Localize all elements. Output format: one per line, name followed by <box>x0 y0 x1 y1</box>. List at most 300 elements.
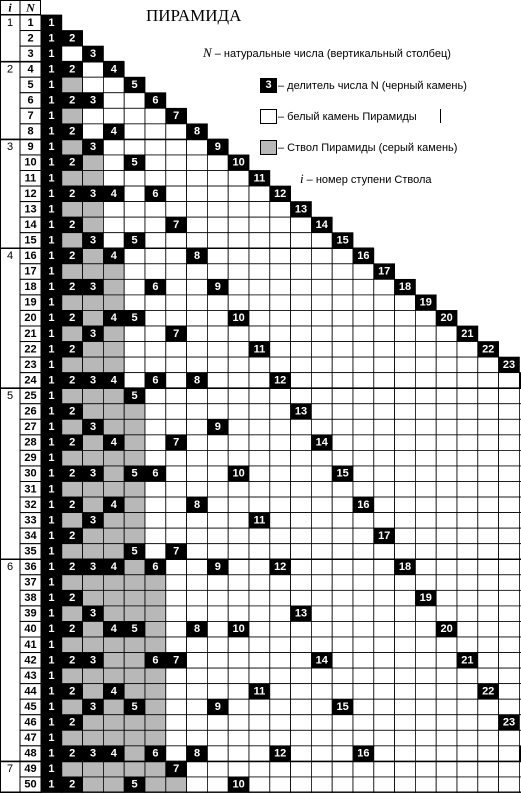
white-stone <box>228 326 249 342</box>
white-stone <box>62 46 83 62</box>
white-stone <box>311 279 332 295</box>
white-stone <box>374 559 395 575</box>
white-stone <box>499 559 520 575</box>
white-stone <box>499 544 520 560</box>
divisor-label: 5 <box>131 389 138 402</box>
divisor-label: 14 <box>315 654 328 667</box>
white-stone <box>291 637 312 653</box>
legend-white-text: – белый камень Пирамиды <box>278 111 417 123</box>
white-stone <box>395 653 416 669</box>
white-stone <box>228 653 249 669</box>
divisor-label: 2 <box>69 312 76 325</box>
white-stone <box>457 715 478 731</box>
white-stone <box>270 404 291 420</box>
white-stone <box>187 357 208 373</box>
white-stone <box>207 482 228 498</box>
white-stone <box>166 450 187 466</box>
divisor-label: 1 <box>48 110 55 123</box>
white-stone <box>270 637 291 653</box>
divisor-label: 1 <box>48 467 55 480</box>
white-stone <box>311 357 332 373</box>
legend-gray-swatch <box>260 140 277 155</box>
white-stone <box>478 606 499 622</box>
white-stone <box>187 202 208 218</box>
trunk-stone <box>103 450 124 466</box>
trunk-stone <box>62 77 83 93</box>
white-stone <box>270 606 291 622</box>
white-stone <box>228 668 249 684</box>
white-stone <box>415 450 436 466</box>
white-stone <box>478 621 499 637</box>
white-stone <box>228 528 249 544</box>
divisor-label: 20 <box>440 623 453 636</box>
white-stone <box>145 419 166 435</box>
white-stone <box>249 544 270 560</box>
white-stone <box>103 155 124 171</box>
divisor-label: 4 <box>110 747 117 760</box>
white-stone <box>457 342 478 358</box>
divisor-label: 1 <box>48 685 55 698</box>
divisor-label: 2 <box>69 498 76 511</box>
divisor-label: 5 <box>131 778 138 791</box>
white-stone <box>249 202 270 218</box>
n-label: 5 <box>27 78 34 91</box>
divisor-label: 3 <box>89 374 97 387</box>
trunk-stone <box>62 544 83 560</box>
trunk-stone <box>62 264 83 280</box>
white-stone <box>395 575 416 591</box>
divisor-label: 4 <box>110 125 117 138</box>
n-label: 16 <box>24 250 37 263</box>
white-stone <box>374 668 395 684</box>
white-stone <box>228 373 249 389</box>
divisor-label: 19 <box>419 592 432 605</box>
white-stone <box>353 388 374 404</box>
divisor-label: 1 <box>48 141 55 154</box>
divisor-label: 4 <box>110 498 117 511</box>
white-stone <box>353 528 374 544</box>
white-stone <box>145 404 166 420</box>
divisor-label: 6 <box>152 281 159 294</box>
white-stone <box>166 279 187 295</box>
white-stone <box>166 684 187 700</box>
white-stone <box>478 761 499 777</box>
white-stone <box>207 761 228 777</box>
white-stone <box>457 435 478 451</box>
white-stone <box>415 388 436 404</box>
trunk-stone <box>83 171 104 187</box>
n-label: 35 <box>24 545 37 558</box>
n-label: 23 <box>24 358 37 371</box>
white-stone <box>415 559 436 575</box>
white-stone <box>499 777 520 793</box>
white-stone <box>187 559 208 575</box>
white-stone <box>249 497 270 513</box>
white-stone <box>395 715 416 731</box>
n-label: 14 <box>24 218 37 231</box>
white-stone <box>332 637 353 653</box>
trunk-stone <box>124 482 145 498</box>
trunk-stone <box>83 668 104 684</box>
divisor-label: 1 <box>48 16 55 29</box>
white-stone <box>415 777 436 793</box>
white-stone <box>270 233 291 249</box>
white-stone <box>374 466 395 482</box>
white-stone <box>249 186 270 202</box>
divisor-label: 2 <box>69 343 76 356</box>
divisor-label: 23 <box>502 358 516 371</box>
n-label: 11 <box>24 172 37 185</box>
white-stone <box>124 186 145 202</box>
white-stone <box>187 606 208 622</box>
white-stone <box>291 373 312 389</box>
white-stone <box>332 342 353 358</box>
trunk-stone <box>103 528 124 544</box>
white-stone <box>478 388 499 404</box>
white-stone <box>311 590 332 606</box>
step-block <box>1 559 21 761</box>
white-stone <box>478 435 499 451</box>
white-stone <box>311 715 332 731</box>
white-stone <box>457 668 478 684</box>
white-stone <box>207 528 228 544</box>
white-stone <box>291 621 312 637</box>
trunk-stone <box>83 404 104 420</box>
white-stone <box>374 373 395 389</box>
white-stone <box>166 575 187 591</box>
step-number: 2 <box>6 63 14 76</box>
white-stone <box>249 373 270 389</box>
divisor-label: 4 <box>110 561 117 574</box>
white-stone <box>207 357 228 373</box>
white-stone <box>228 357 249 373</box>
divisor-label: 1 <box>48 250 55 263</box>
white-stone <box>395 326 416 342</box>
white-stone <box>374 342 395 358</box>
white-stone <box>353 264 374 280</box>
divisor-label: 16 <box>357 250 370 263</box>
white-stone <box>415 637 436 653</box>
white-stone <box>291 746 312 762</box>
white-stone <box>291 326 312 342</box>
divisor-label: 22 <box>482 343 495 356</box>
white-stone <box>270 388 291 404</box>
white-stone <box>499 528 520 544</box>
trunk-stone <box>62 606 83 622</box>
white-stone <box>478 544 499 560</box>
white-stone <box>249 326 270 342</box>
trunk-stone <box>62 139 83 155</box>
white-stone <box>270 684 291 700</box>
white-stone <box>353 730 374 746</box>
divisor-label: 3 <box>89 47 97 60</box>
white-stone <box>124 108 145 124</box>
divisor-label: 7 <box>173 763 180 776</box>
trunk-stone <box>103 668 124 684</box>
divisor-label: 12 <box>274 747 287 760</box>
n-label: 22 <box>24 343 37 356</box>
white-stone <box>457 575 478 591</box>
legend-i-text: – номер ступени Ствола <box>303 174 432 186</box>
n-label: 2 <box>27 32 34 45</box>
trunk-stone <box>103 513 124 529</box>
white-stone <box>166 730 187 746</box>
white-stone <box>207 388 228 404</box>
trunk-stone <box>103 388 124 404</box>
white-stone <box>332 388 353 404</box>
step-number: 3 <box>6 141 14 154</box>
trunk-stone <box>83 310 104 326</box>
divisor-label: 15 <box>336 234 349 247</box>
divisor-label: 3 <box>89 421 97 434</box>
trunk-stone <box>124 450 145 466</box>
white-stone <box>332 668 353 684</box>
n-label: 19 <box>24 296 37 309</box>
white-stone <box>457 466 478 482</box>
n-label: 30 <box>24 467 37 480</box>
white-stone <box>270 482 291 498</box>
divisor-label: 1 <box>48 561 55 574</box>
white-stone <box>103 217 124 233</box>
white-stone <box>478 513 499 529</box>
white-stone <box>499 621 520 637</box>
white-stone <box>415 715 436 731</box>
white-stone <box>374 279 395 295</box>
legend-i <box>300 172 432 187</box>
white-stone <box>249 777 270 793</box>
divisor-label: 2 <box>69 685 76 698</box>
white-stone <box>499 653 520 669</box>
white-stone <box>228 171 249 187</box>
trunk-stone <box>124 668 145 684</box>
white-stone <box>478 575 499 591</box>
white-stone <box>291 466 312 482</box>
divisor-label: 22 <box>482 685 495 698</box>
white-stone <box>166 466 187 482</box>
white-stone <box>187 233 208 249</box>
white-stone <box>374 637 395 653</box>
white-stone <box>228 342 249 358</box>
trunk-stone <box>83 730 104 746</box>
white-stone <box>124 326 145 342</box>
white-stone <box>436 606 457 622</box>
divisor-label: 23 <box>502 716 516 729</box>
white-stone <box>311 482 332 498</box>
white-stone <box>103 233 124 249</box>
white-stone <box>207 590 228 606</box>
divisor-label: 15 <box>336 467 349 480</box>
trunk-stone <box>124 419 145 435</box>
white-stone <box>499 668 520 684</box>
white-stone <box>145 326 166 342</box>
divisor-label: 11 <box>253 514 266 527</box>
white-stone <box>291 357 312 373</box>
white-stone <box>166 699 187 715</box>
divisor-label: 6 <box>152 561 159 574</box>
white-stone <box>166 746 187 762</box>
white-stone <box>499 482 520 498</box>
divisor-label: 1 <box>48 343 55 356</box>
white-stone <box>353 575 374 591</box>
white-stone <box>499 373 520 389</box>
divisor-label: 1 <box>48 763 55 776</box>
white-stone <box>478 715 499 731</box>
white-stone <box>436 404 457 420</box>
white-stone <box>249 450 270 466</box>
divisor-label: 14 <box>315 218 328 231</box>
divisor-label: 2 <box>69 63 76 76</box>
trunk-stone <box>83 217 104 233</box>
white-stone <box>415 513 436 529</box>
white-stone <box>249 388 270 404</box>
trunk-stone <box>83 761 104 777</box>
white-stone <box>311 668 332 684</box>
divisor-label: 10 <box>232 312 245 325</box>
divisor-label: 16 <box>357 747 370 760</box>
white-stone <box>187 279 208 295</box>
white-stone <box>83 124 104 140</box>
trunk-stone <box>83 544 104 560</box>
trunk-stone <box>145 621 166 637</box>
legend-n <box>203 46 451 61</box>
white-stone <box>270 761 291 777</box>
white-stone <box>228 279 249 295</box>
white-stone <box>332 730 353 746</box>
white-stone <box>332 559 353 575</box>
white-stone <box>103 77 124 93</box>
n-label: 37 <box>24 576 37 589</box>
white-stone <box>166 559 187 575</box>
white-stone <box>187 684 208 700</box>
white-stone <box>415 606 436 622</box>
white-stone <box>415 761 436 777</box>
white-stone <box>395 342 416 358</box>
white-stone <box>145 435 166 451</box>
divisor-label: 2 <box>69 405 76 418</box>
trunk-stone <box>124 559 145 575</box>
white-stone <box>499 699 520 715</box>
divisor-label: 1 <box>48 529 55 542</box>
white-stone <box>249 559 270 575</box>
white-stone <box>332 310 353 326</box>
header-i: i <box>8 0 12 15</box>
white-stone <box>103 202 124 218</box>
step-number: 1 <box>6 16 14 29</box>
white-stone <box>270 450 291 466</box>
divisor-label: 1 <box>48 607 55 620</box>
divisor-label: 4 <box>110 623 117 636</box>
white-stone <box>457 746 478 762</box>
legend-n-text: – натуральные числа (вертикальный столбец) <box>211 48 451 60</box>
white-stone <box>207 171 228 187</box>
white-stone <box>374 497 395 513</box>
trunk-stone <box>103 264 124 280</box>
n-label: 7 <box>27 110 34 123</box>
n-label: 45 <box>24 700 37 713</box>
white-stone <box>478 559 499 575</box>
white-stone <box>145 357 166 373</box>
white-stone <box>187 171 208 187</box>
white-stone <box>249 606 270 622</box>
white-stone <box>311 730 332 746</box>
white-stone <box>478 466 499 482</box>
white-stone <box>311 233 332 249</box>
white-stone <box>207 513 228 529</box>
divisor-label: 1 <box>48 281 55 294</box>
white-stone <box>436 497 457 513</box>
white-stone <box>478 497 499 513</box>
white-stone <box>332 544 353 560</box>
divisor-label: 1 <box>48 156 55 169</box>
trunk-stone <box>83 295 104 311</box>
divisor-label: 3 <box>89 281 97 294</box>
white-stone <box>249 715 270 731</box>
white-stone <box>270 357 291 373</box>
white-stone <box>270 699 291 715</box>
divisor-label: 1 <box>48 358 55 371</box>
white-stone <box>270 264 291 280</box>
white-stone <box>395 621 416 637</box>
white-stone <box>436 637 457 653</box>
trunk-stone <box>103 715 124 731</box>
white-stone <box>166 513 187 529</box>
white-stone <box>187 513 208 529</box>
n-label: 6 <box>27 94 34 107</box>
trunk-stone <box>62 202 83 218</box>
white-stone <box>270 621 291 637</box>
white-stone <box>415 684 436 700</box>
white-stone <box>228 497 249 513</box>
white-stone <box>207 606 228 622</box>
white-stone <box>436 466 457 482</box>
divisor-label: 2 <box>69 592 76 605</box>
white-stone <box>311 559 332 575</box>
white-stone <box>249 248 270 264</box>
white-stone <box>478 419 499 435</box>
trunk-stone <box>62 295 83 311</box>
divisor-label: 4 <box>110 250 117 263</box>
white-stone <box>207 326 228 342</box>
white-stone <box>457 777 478 793</box>
white-stone <box>395 606 416 622</box>
divisor-label: 3 <box>89 327 97 340</box>
white-stone <box>207 264 228 280</box>
white-stone <box>207 373 228 389</box>
white-stone <box>478 746 499 762</box>
divisor-label: 8 <box>193 747 201 760</box>
divisor-label: 5 <box>131 623 138 636</box>
white-stone <box>228 295 249 311</box>
white-stone <box>395 513 416 529</box>
white-stone <box>374 746 395 762</box>
white-stone <box>311 373 332 389</box>
white-stone <box>395 450 416 466</box>
white-stone <box>478 482 499 498</box>
divisor-label: 1 <box>48 421 55 434</box>
trunk-stone <box>62 326 83 342</box>
white-stone <box>207 217 228 233</box>
divisor-label: 1 <box>48 203 55 216</box>
white-stone <box>187 435 208 451</box>
white-stone <box>207 450 228 466</box>
white-stone <box>478 730 499 746</box>
white-stone <box>145 342 166 358</box>
white-stone <box>187 575 208 591</box>
white-stone <box>270 326 291 342</box>
white-stone <box>187 777 208 793</box>
white-stone <box>353 310 374 326</box>
white-stone <box>270 295 291 311</box>
